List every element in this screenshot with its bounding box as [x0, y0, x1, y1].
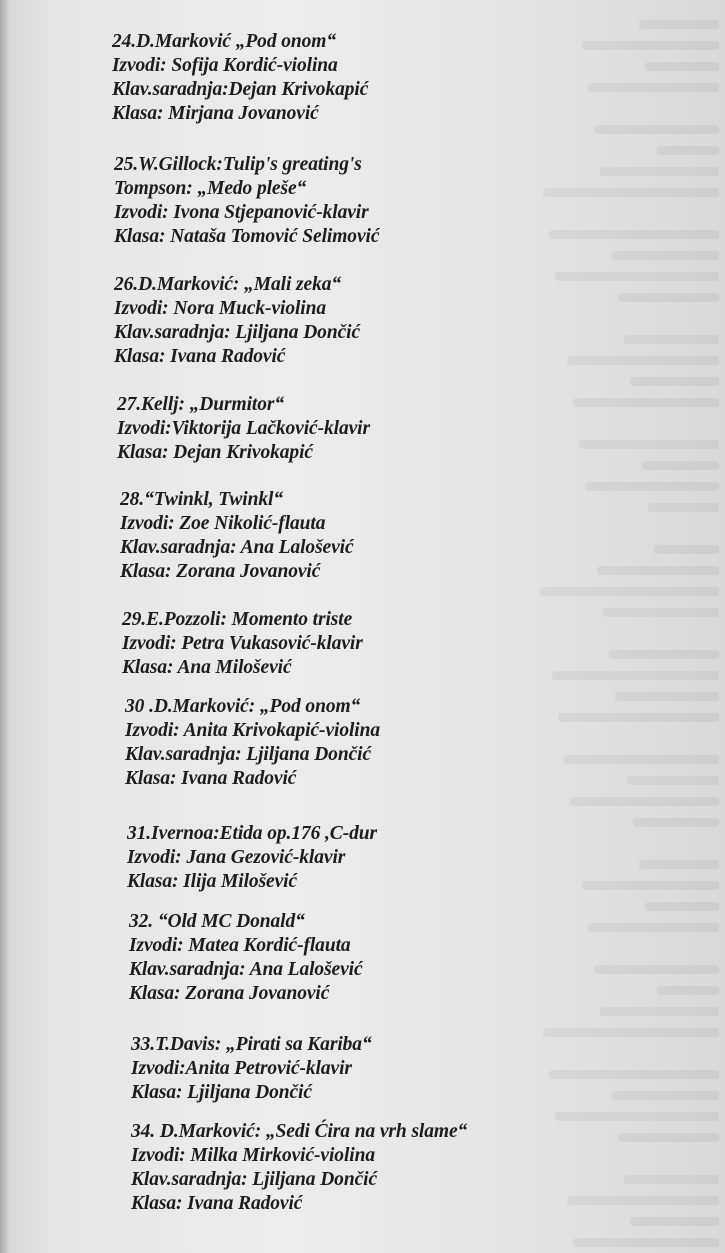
show-through-line [630, 377, 719, 386]
show-through-line [600, 1007, 719, 1016]
entry-class: Klasa: Ljiljana Dončić [131, 1082, 312, 1103]
entry-performer: Izvodi: Matea Kordić-flauta [129, 935, 351, 956]
entry-title: 34. D.Marković: „Sedi Ćira na vrh slame“ [131, 1121, 468, 1142]
program-entry-34 [131, 1120, 467, 1216]
show-through-line [549, 1070, 719, 1079]
show-through-line [612, 1091, 719, 1100]
show-through-line [582, 41, 719, 50]
show-through-line [588, 923, 719, 932]
show-through-line [585, 482, 719, 491]
entry-accompanist: Klav.saradnja: Ljiljana Dončić [131, 1169, 377, 1190]
entry-performer: Izvodi: Milka Mirković-violina [131, 1145, 375, 1166]
entry-accompanist: Klav.saradnja: Ana Lalošević [129, 959, 363, 980]
entry-title: 32. “Old MC Donald“ [129, 911, 305, 932]
program-entry-31 [127, 822, 377, 894]
entry-class: Klasa: Zorana Jovanović [129, 983, 330, 1004]
entry-performer: Izvodi:Viktorija Lačković-klavir [117, 418, 370, 439]
show-through-line [615, 692, 719, 701]
show-through-line [618, 293, 719, 302]
show-through-line [657, 986, 719, 995]
entry-performer: Izvodi: Jana Gezović-klavir [127, 847, 346, 868]
program-entry-30 [125, 695, 380, 791]
show-through-line [645, 62, 719, 71]
entry-title: 26.D.Marković: „Mali zeka“ [114, 274, 342, 295]
entry-title: 33.T.Davis: „Pirati sa Kariba“ [131, 1034, 372, 1055]
entry-performer: Izvodi: Petra Vukasović-klavir [122, 633, 363, 654]
entry-accompanist: Klav.saradnja: Ljiljana Dončić [114, 322, 360, 343]
show-through-line [618, 1133, 719, 1142]
show-through-line [543, 1028, 719, 1037]
program-entry-28 [120, 488, 354, 584]
entry-class: Klasa: Ivana Radović [131, 1193, 303, 1214]
entry-title: 25.W.Gillock:Tulip's greating's [114, 154, 362, 175]
entry-title: 28.“Twinkl, Twinkl“ [120, 489, 283, 510]
show-through-line [639, 860, 719, 869]
entry-class: Klasa: Ilija Milošević [127, 871, 298, 892]
entry-class: Klasa: Ana Milošević [122, 657, 292, 678]
show-through-text [475, 0, 725, 1253]
entry-title: 31.Ivernoa:Etida op.176 ,C-dur [127, 823, 377, 844]
show-through-line [630, 1217, 719, 1226]
entry-title: 24.D.Marković „Pod onom“ [112, 31, 337, 52]
show-through-line [624, 1175, 719, 1184]
program-entry-29 [122, 608, 363, 680]
entry-class: Klasa: Ivana Radović [125, 768, 297, 789]
entry-title: 30 .D.Marković: „Pod onom“ [125, 696, 361, 717]
show-through-line [603, 608, 719, 617]
entry-performer: Izvodi: Anita Krivokapić-violina [125, 720, 380, 741]
show-through-line [624, 335, 719, 344]
show-through-line [555, 272, 719, 281]
program-entry-25 [114, 153, 379, 249]
show-through-line [588, 83, 719, 92]
entry-performer: Izvodi: Nora Muck-violina [114, 298, 327, 319]
show-through-line [597, 566, 719, 575]
show-through-line [639, 20, 719, 29]
show-through-line [549, 230, 719, 239]
show-through-line [654, 545, 719, 554]
entry-class: Klasa: Nataša Tomović Selimović [114, 226, 380, 247]
entry-title: 29.E.Pozzoli: Momento triste [122, 609, 353, 630]
show-through-line [555, 1112, 719, 1121]
show-through-line [570, 797, 719, 806]
show-through-line [567, 356, 719, 365]
entry-title: 27.Kellj: „Durmitor“ [117, 394, 285, 415]
show-through-line [645, 902, 719, 911]
entry-performer: Izvodi: Zoe Nikolić-flauta [120, 513, 326, 534]
program-entry-27 [117, 393, 370, 465]
show-through-line [582, 881, 719, 890]
show-through-line [594, 965, 719, 974]
show-through-line [543, 188, 719, 197]
entry-accompanist: Klav.saradnja: Ljiljana Dončić [125, 744, 371, 765]
show-through-line [579, 440, 719, 449]
entry-performer: Izvodi:Anita Petrović-klavir [131, 1058, 352, 1079]
program-entry-24 [112, 30, 368, 126]
show-through-line [567, 1196, 719, 1205]
show-through-line [564, 755, 719, 764]
show-through-line [657, 146, 719, 155]
entry-class: Klasa: Ivana Radović [114, 346, 286, 367]
program-entry-26 [114, 273, 360, 369]
show-through-line [648, 503, 719, 512]
show-through-line [612, 251, 719, 260]
page-edge-shadow [0, 0, 10, 1253]
entry-class: Klasa: Mirjana Jovanović [112, 103, 319, 124]
show-through-line [573, 398, 719, 407]
show-through-line [552, 671, 719, 680]
show-through-line [642, 461, 719, 470]
show-through-line [627, 776, 719, 785]
entry-second-piece: Tompson: „Medo pleše“ [114, 178, 307, 199]
program-entry-33 [131, 1033, 372, 1105]
program-entry-32 [129, 910, 363, 1006]
show-through-line [540, 587, 719, 596]
show-through-line [594, 125, 719, 134]
show-through-line [609, 650, 719, 659]
show-through-line [573, 1238, 719, 1247]
show-through-line [600, 167, 719, 176]
show-through-line [633, 818, 719, 827]
entry-accompanist: Klav.saradnja: Ana Lalošević [120, 537, 354, 558]
entry-accompanist: Klav.saradnja:Dejan Krivokapić [112, 79, 369, 100]
entry-performer: Izvodi: Sofija Kordić-violina [112, 55, 338, 76]
entry-performer: Izvodi: Ivona Stjepanović-klavir [114, 202, 369, 223]
entry-class: Klasa: Zorana Jovanović [120, 561, 321, 582]
entry-class: Klasa: Dejan Krivokapić [117, 442, 313, 463]
show-through-line [558, 713, 719, 722]
